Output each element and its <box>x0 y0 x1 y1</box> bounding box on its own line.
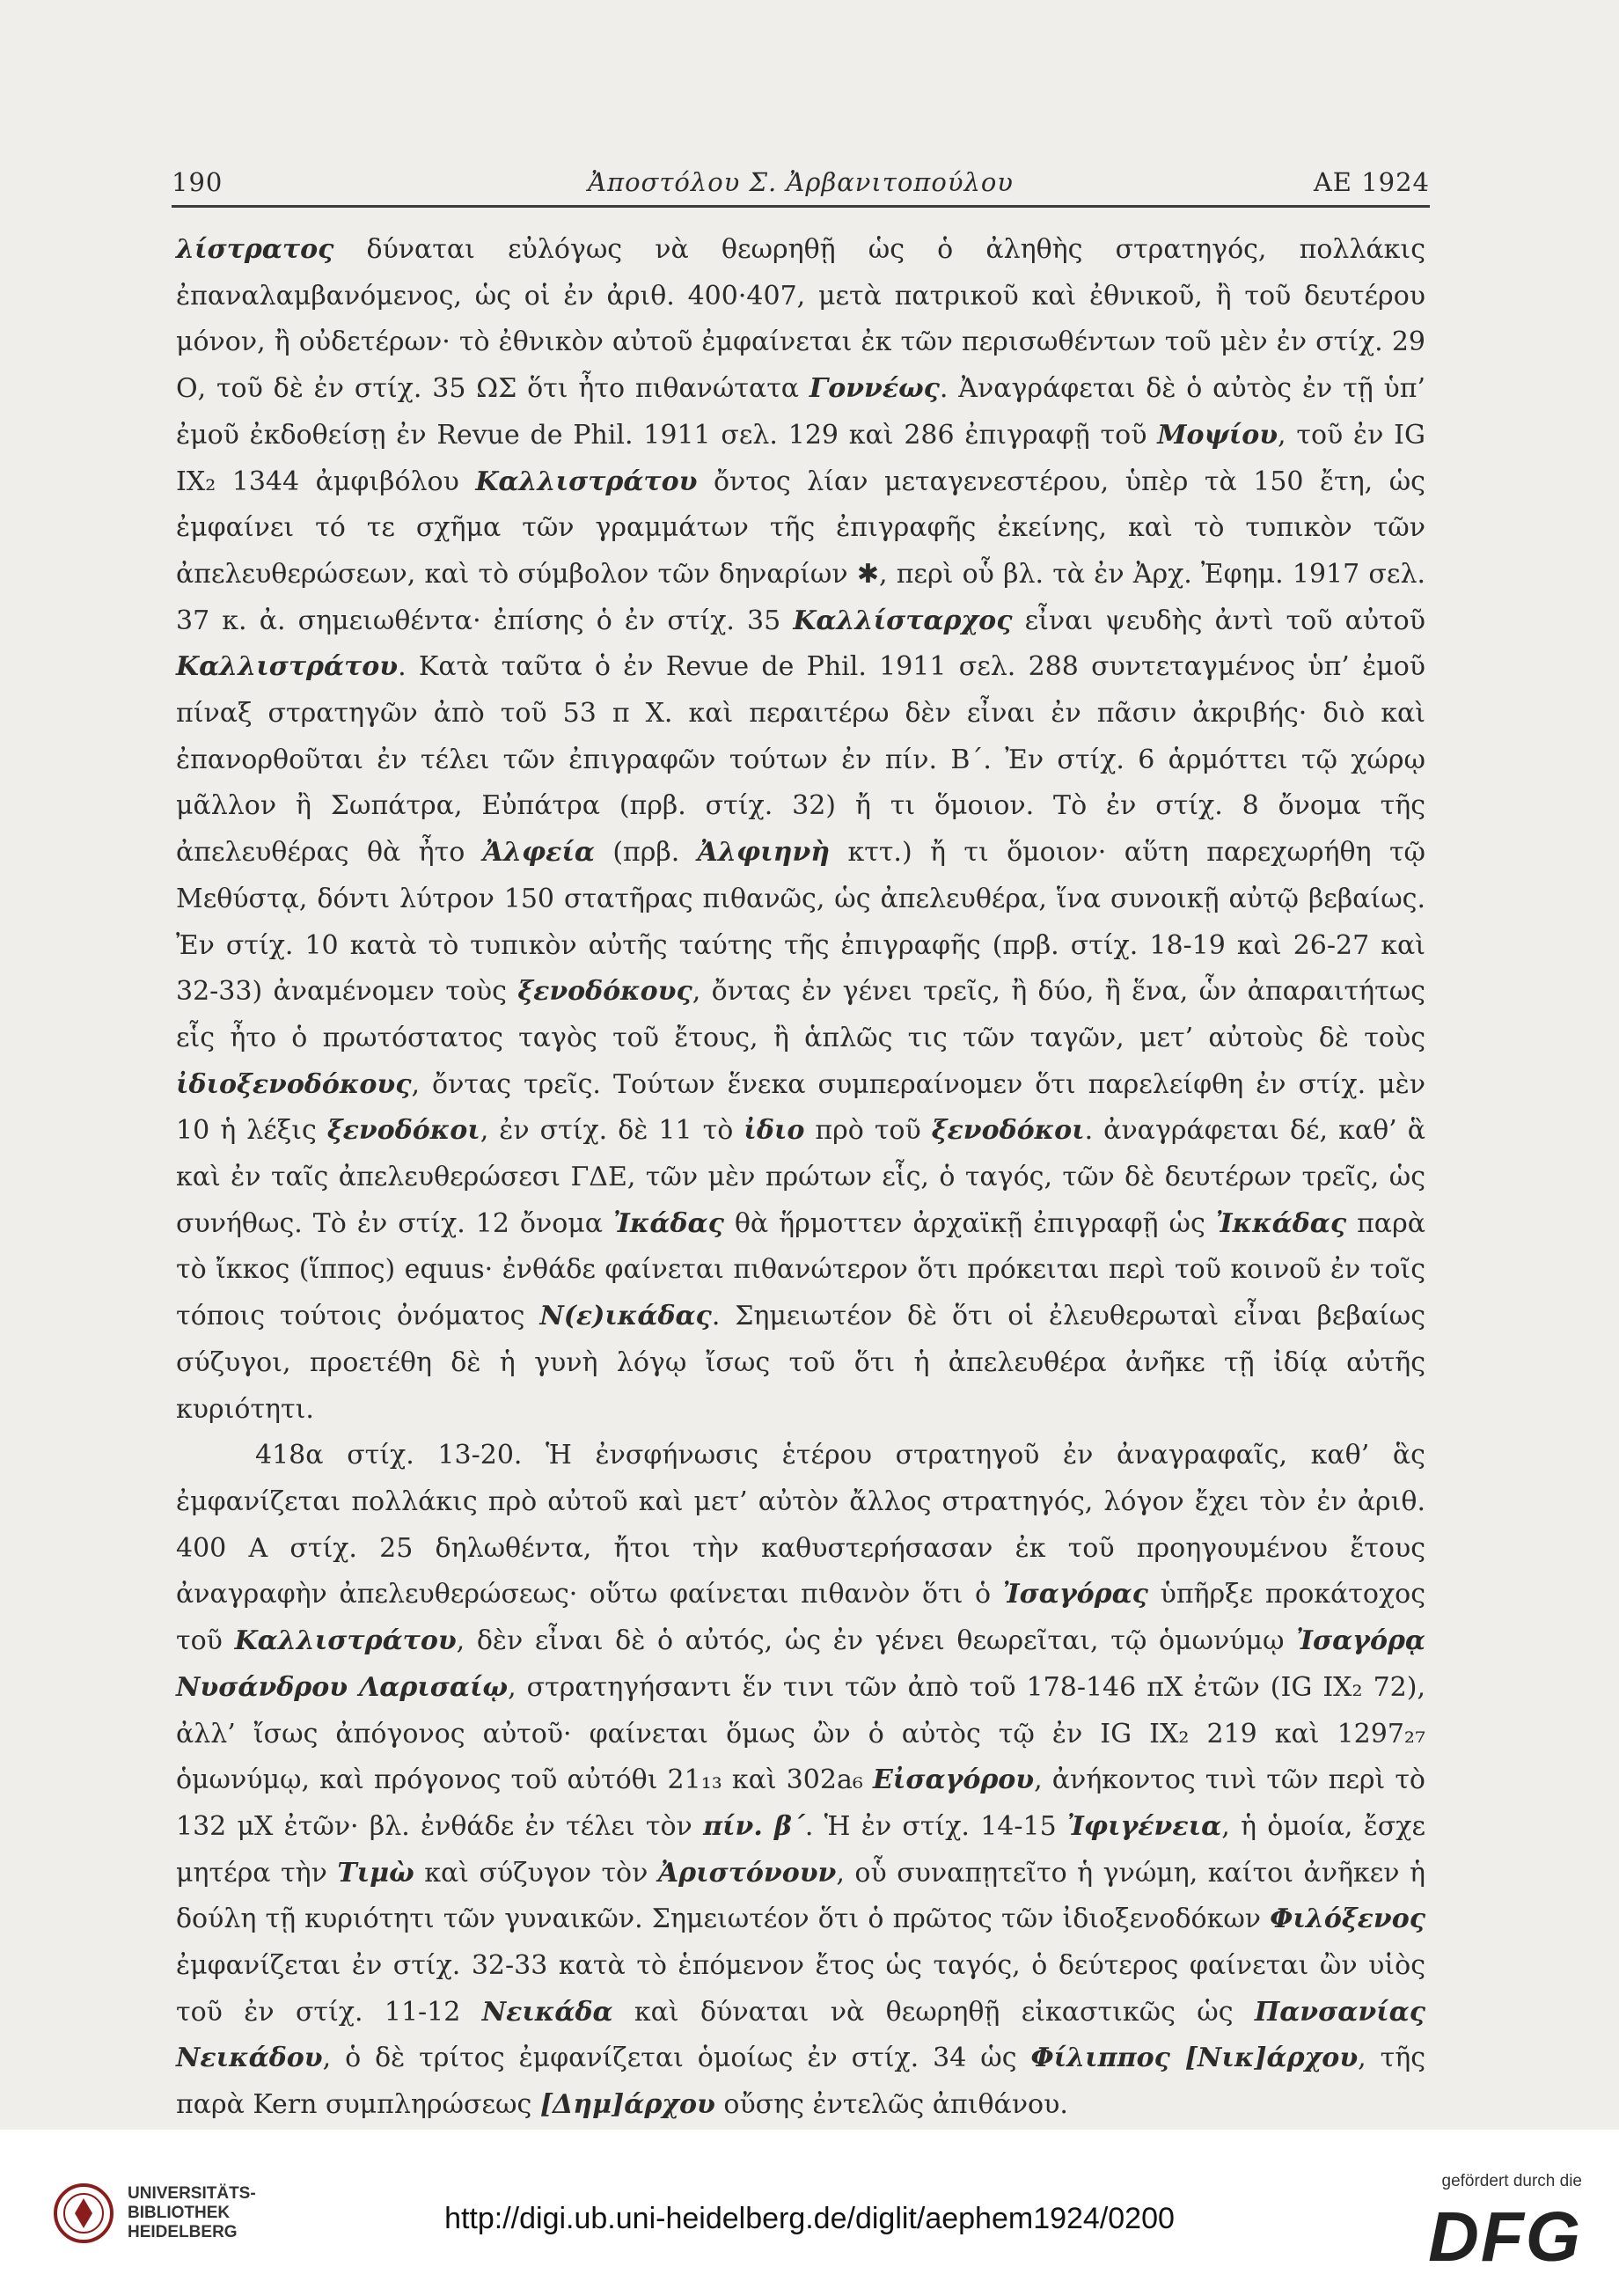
text-run: παρὰ τὸ ἴκκος (ἵππος) equus· ἐνθάδε φαίνεται πιθανώτερον ὅτι πρόκειται περὶ τοῦ κοινοῦ ἐν τοῖς τόποις τούτοις ὀνόματος <box>176 1207 1425 1332</box>
emphasized-name: Καλλίσταρχος <box>793 605 1013 636</box>
text-run: πρὸ τοῦ <box>804 1115 932 1147</box>
emphasized-name: πίν. β΄ <box>703 1810 805 1842</box>
text-run: , οὗ συναπῃτεῖτο ἡ γνώμη, καίτοι ἀνῆκεν ἡ δούλη τῇ κυριότητι τῶν γυναικῶν. Σημειωτέον ὅτι ὁ πρῶτος τῶν ἰδιοξενοδόκων <box>176 1857 1425 1935</box>
emphasized-name: Ἰκάδας <box>613 1207 724 1239</box>
emphasized-name: Καλλιστράτου <box>176 651 399 683</box>
text-run: κττ.) ἤ τι ὅμοιον· αὕτη παρεχωρήθη τῷ Μεθύστᾳ, δόντι λύτρον 150 στατῆρας πιθανῶς, ὡς ἀπελευθέρα, ἵνα συνοικῇ αὐτῷ βεβαίως. Ἐν στίχ. 10 κατὰ τὸ τυπικὸν αὐτῆς ταύτης τῆς ἐπιγραφῆς (πρβ. στίχ. 18-19 καὶ 26-27 καὶ 32-33) ἀναμένομεν τοὺς <box>176 837 1425 1008</box>
emphasized-name: [Δημ]άρχου <box>539 2089 715 2121</box>
emphasized-name: Καλλιστράτου <box>475 466 698 497</box>
text-run: . Σημειωτέον δὲ ὅτι οἱ ἐλευθερωταὶ εἶναι βεβαίως σύζυγοι, προετέθη δὲ ἡ γυνὴ λόγῳ ἴσως τοῦ ὅτι ἡ ἀπελευθέρα ἀνῆκε τῇ ἰδίᾳ αὐτῆς κυριότητι. <box>176 1301 1426 1425</box>
source-url[interactable]: http://digi.ub.uni-heidelberg.de/diglit/aephem1924/0200 <box>444 2202 1175 2235</box>
emphasized-name: Ἀλφιηνὴ <box>697 837 831 869</box>
text-run: δύναται εὐλόγως νὰ θεωρηθῇ ὡς ὁ ἀληθὴς στρατηγός, πολλάκις ἐπαναλαμβανόμενος, ὡς οἱ ἐν ἀριθ. 400·407, μετὰ πατρικοῦ καὶ ἐθνικοῦ, ἢ τοῦ δευτέρου μόνον, ἢ οὐδετέρων· τὸ ἐθνικὸν αὐτοῦ ἐμφαίνεται ἐκ τῶν περισωθέντων τοῦ μὲν ἐν στίχ. 29 Ο, τοῦ δὲ ἐν στίχ. 35 ΩΣ ὅτι ἦτο πιθανώτατα <box>176 234 1425 405</box>
body-paragraph <box>176 227 1425 1433</box>
emphasized-name: ξενοδόκοι <box>931 1115 1085 1147</box>
body-text <box>176 227 1425 2129</box>
text-run: , ὁ δὲ τρίτος ἐμφανίζεται ὁμοίως ἐν στίχ. 34 ὡς <box>322 2043 1031 2074</box>
text-run: , τῆς παρὰ Kern συμπληρώσεως <box>176 2043 1425 2121</box>
text-run: , ἡ ὁμοία, ἔσχε μητέρα τὴν <box>176 1810 1426 1889</box>
text-run: στίχ. 13-20. Ἡ ἐνσφήνωσις ἑτέρου στρατηγοῦ ἐν ἀναγραφαῖς, καθ’ ἃς ἐμφανίζεται πολλάκις πρὸ αὐτοῦ καὶ μετ’ αὐτὸν ἄλλος στρατηγός, λόγον ἔχει τὸν ἐν ἀριθ. 400 Α στίχ. 25 δηλωθέντα, ἤτοι τὴν καθυστερήσασαν ἐκ τοῦ προηγουμένου ἔτους ἀναγραφὴν ἀπελευθερώσεως· οὕτω φαίνεται πιθανὸν ὅτι ὁ <box>176 1440 1425 1610</box>
text-run: καὶ δύναται νὰ θεωρηθῇ εἰκαστικῶς ὡς <box>612 1996 1255 2028</box>
emphasized-name: Ἰσαγόρᾳ Νυσάνδρου Λαρισαίῳ <box>176 1625 1426 1703</box>
emphasized-name: Ἰφιγένεια <box>1066 1810 1222 1842</box>
text-run: καὶ σύζυγον τὸν <box>414 1857 658 1889</box>
running-header <box>172 167 1430 202</box>
emphasized-name: ξενοδόκους <box>517 976 692 1008</box>
digitization-footer <box>0 2130 1619 2296</box>
text-run: . Ἀναγράφεται δὲ ὁ αὐτὸς ἐν τῇ ὑπ’ ἐμοῦ ἐκδοθείσῃ ἐν Revue de Phil. 1911 σελ. 129 καὶ 286 ἐπιγραφῇ τοῦ <box>176 373 1425 451</box>
text-run: . Κατὰ ταῦτα ὁ ἐν Revue de Phil. 1911 σελ. 288 συντεταγμένος ὑπ’ ἐμοῦ πίναξ στρατηγῶν ἀπὸ τοῦ 53 π Χ. καὶ περαιτέρω δὲν εἶναι ἐν πᾶσιν ἀκριβής· διὸ καὶ ἐπανορθοῦται ἐν τέλει τῶν ἐπιγραφῶν τούτων ἐν πίν. Β΄. Ἐν στίχ. 6 ἁρμόττει τῷ χώρῳ μᾶλλον ἢ Σωπάτρα, Εὐπάτρα (πρβ. στίχ. 32) ἤ τι ὅμοιον. Τὸ ἐν στίχ. 8 ὄνομα τῆς ἀπελευθέρας θὰ ἦτο <box>176 651 1425 869</box>
emphasized-name: Εἰσαγόρου <box>872 1764 1035 1796</box>
journal-reference: ΑΕ 1924 <box>1313 167 1430 197</box>
text-run: . Ἡ ἐν στίχ. 14-15 <box>804 1810 1067 1842</box>
text-run: , δὲν εἶναι δὲ ὁ αὐτός, ὡς ἐν γένει θεωρεῖται, τῷ ὁμωνύμῳ <box>456 1625 1297 1657</box>
emphasized-name: Καλλιστράτου <box>234 1625 457 1657</box>
text-run: ἐμφανίζεται ἐν στίχ. 32-33 κατὰ τὸ ἑπόμενον ἔτος ὡς ταγός, ὁ δεύτερος φαίνεται ὢν υἱὸς τοῦ ἐν στίχ. 11-12 <box>176 1950 1425 2028</box>
emphasized-name: Φίλιππος [Νικ]άρχου <box>1030 2043 1359 2074</box>
text-run: , ἐν στίχ. δὲ 11 τὸ <box>480 1115 744 1147</box>
text-run: (πρβ. <box>594 837 698 869</box>
text-run: , ἀνήκοντος τινὶ τῶν περὶ τὸ 132 μΧ ἐτῶν· βλ. ἐνθάδε ἐν τέλει τὸν <box>176 1764 1425 1842</box>
running-title: Ἀποστόλου Σ. Ἀρβανιτοπούλου <box>588 167 1014 197</box>
text-run: εἶναι ψευδὴς ἀντὶ τοῦ αὐτοῦ <box>1012 605 1425 636</box>
emphasized-name: Ἰκκάδας <box>1215 1207 1347 1239</box>
emphasized-name: Φιλόξενος <box>1270 1904 1425 1935</box>
text-run: 418α <box>255 1440 324 1471</box>
library-name: UNIVERSITÄTS- BIBLIOTHEK HEIDELBERG <box>128 2184 256 2241</box>
section-paragraph <box>176 1433 1425 2129</box>
dfg-logo: DFG <box>1428 2197 1582 2276</box>
emphasized-name: ἰδιο <box>744 1115 805 1147</box>
funder-label: gefördert durch die <box>1441 2172 1582 2190</box>
emphasized-name: Ἀλφεία <box>482 837 595 869</box>
emphasized-name: ἰδιοξενοδόκους <box>176 1068 412 1100</box>
text-run: ὄντος λίαν μεταγενεστέρου, ὑπὲρ τὰ 150 ἔτη, ὡς ἐμφαίνει τό τε σχῆμα τῶν γραμμάτων τῆς ἐπιγραφῆς ἐκείνης, καὶ τὸ τυπικὸν τῶν ἀπελευθερώσεων, καὶ τὸ σύμβολον τῶν δηναρίων ✱, περὶ οὗ βλ. τὰ ἐν Ἀρχ. Ἐφημ. 1917 σελ. 37 κ. ἀ. σημειωθέντα· ἐπίσης ὁ ἐν στίχ. 35 <box>176 466 1425 636</box>
text-run: , στρατηγήσαντι ἕν τινι τῶν ἀπὸ τοῦ 178-146 πΧ ἐτῶν (IG IX₂ 72), ἀλλ’ ἴσως ἀπόγονος αὐτοῦ· φαίνεται ὅμως ὢν ὁ αὐτὸς τῷ ἐν IG IX₂ 219 καὶ 1297₂₇ ὁμωνύμῳ, καὶ πρόγονος τοῦ αὐτόθι 21₁₃ καὶ 302a₆ <box>176 1671 1426 1796</box>
emphasized-name: Ἀριστόνουν <box>657 1857 837 1889</box>
text-run: , ὄντας τρεῖς. Τούτων ἕνεκα συμπεραίνομεν ὅτι παρελείφθη ἐν στίχ. μὲν 10 ἡ λέξις <box>176 1068 1425 1147</box>
emphasized-name: λίστρατος <box>176 234 334 265</box>
text-run: , τοῦ ἐν IG IX₂ 1344 ἀμφιβόλου <box>176 419 1425 497</box>
page-number: 190 <box>172 167 223 197</box>
text-run: θὰ ἥρμοττεν ἀρχαϊκῇ ἐπιγραφῇ ὡς <box>723 1207 1216 1239</box>
emphasized-name: Νεικάδα <box>481 1996 613 2028</box>
text-run: οὔσης ἐντελῶς ἀπιθάνου. <box>714 2089 1068 2121</box>
header-rule <box>172 205 1430 208</box>
text-run: . ἀναγράφεται δέ, καθ’ ἃ καὶ ἐν ταῖς ἀπελευθερώσεσι ΓΔΕ, τῶν μὲν πρώτων εἷς, ὁ ταγός, τῶν δὲ δευτέρων τρεῖς, ὡς συνήθως. Τὸ ἐν στίχ. 12 ὄνομα <box>176 1115 1426 1239</box>
emphasized-name: Γοννέως <box>809 373 940 405</box>
emphasized-name: Τιμὼ <box>337 1857 414 1889</box>
emphasized-name: Πανσανίας Νεικάδου <box>176 1996 1426 2074</box>
text-run: ὑπῆρξε προκάτοχος τοῦ <box>176 1579 1425 1657</box>
emphasized-name: ξενοδόκοι <box>326 1115 480 1147</box>
text-run: , ὄντας ἐν γένει τρεῖς, ἢ δύο, ἢ ἕνα, ὧν ἀπαραιτήτως εἷς ἦτο ὁ πρωτόστατος ταγὸς τοῦ ἔτους, ἢ ἁπλῶς τις τῶν ταγῶν, μετ’ αὐτοὺς δὲ τοὺς <box>176 976 1425 1053</box>
emphasized-name: Ν(ε)ικάδας <box>539 1301 712 1332</box>
emphasized-name: Ἰσαγόρας <box>1002 1579 1148 1610</box>
emphasized-name: Μοψίου <box>1157 419 1278 451</box>
